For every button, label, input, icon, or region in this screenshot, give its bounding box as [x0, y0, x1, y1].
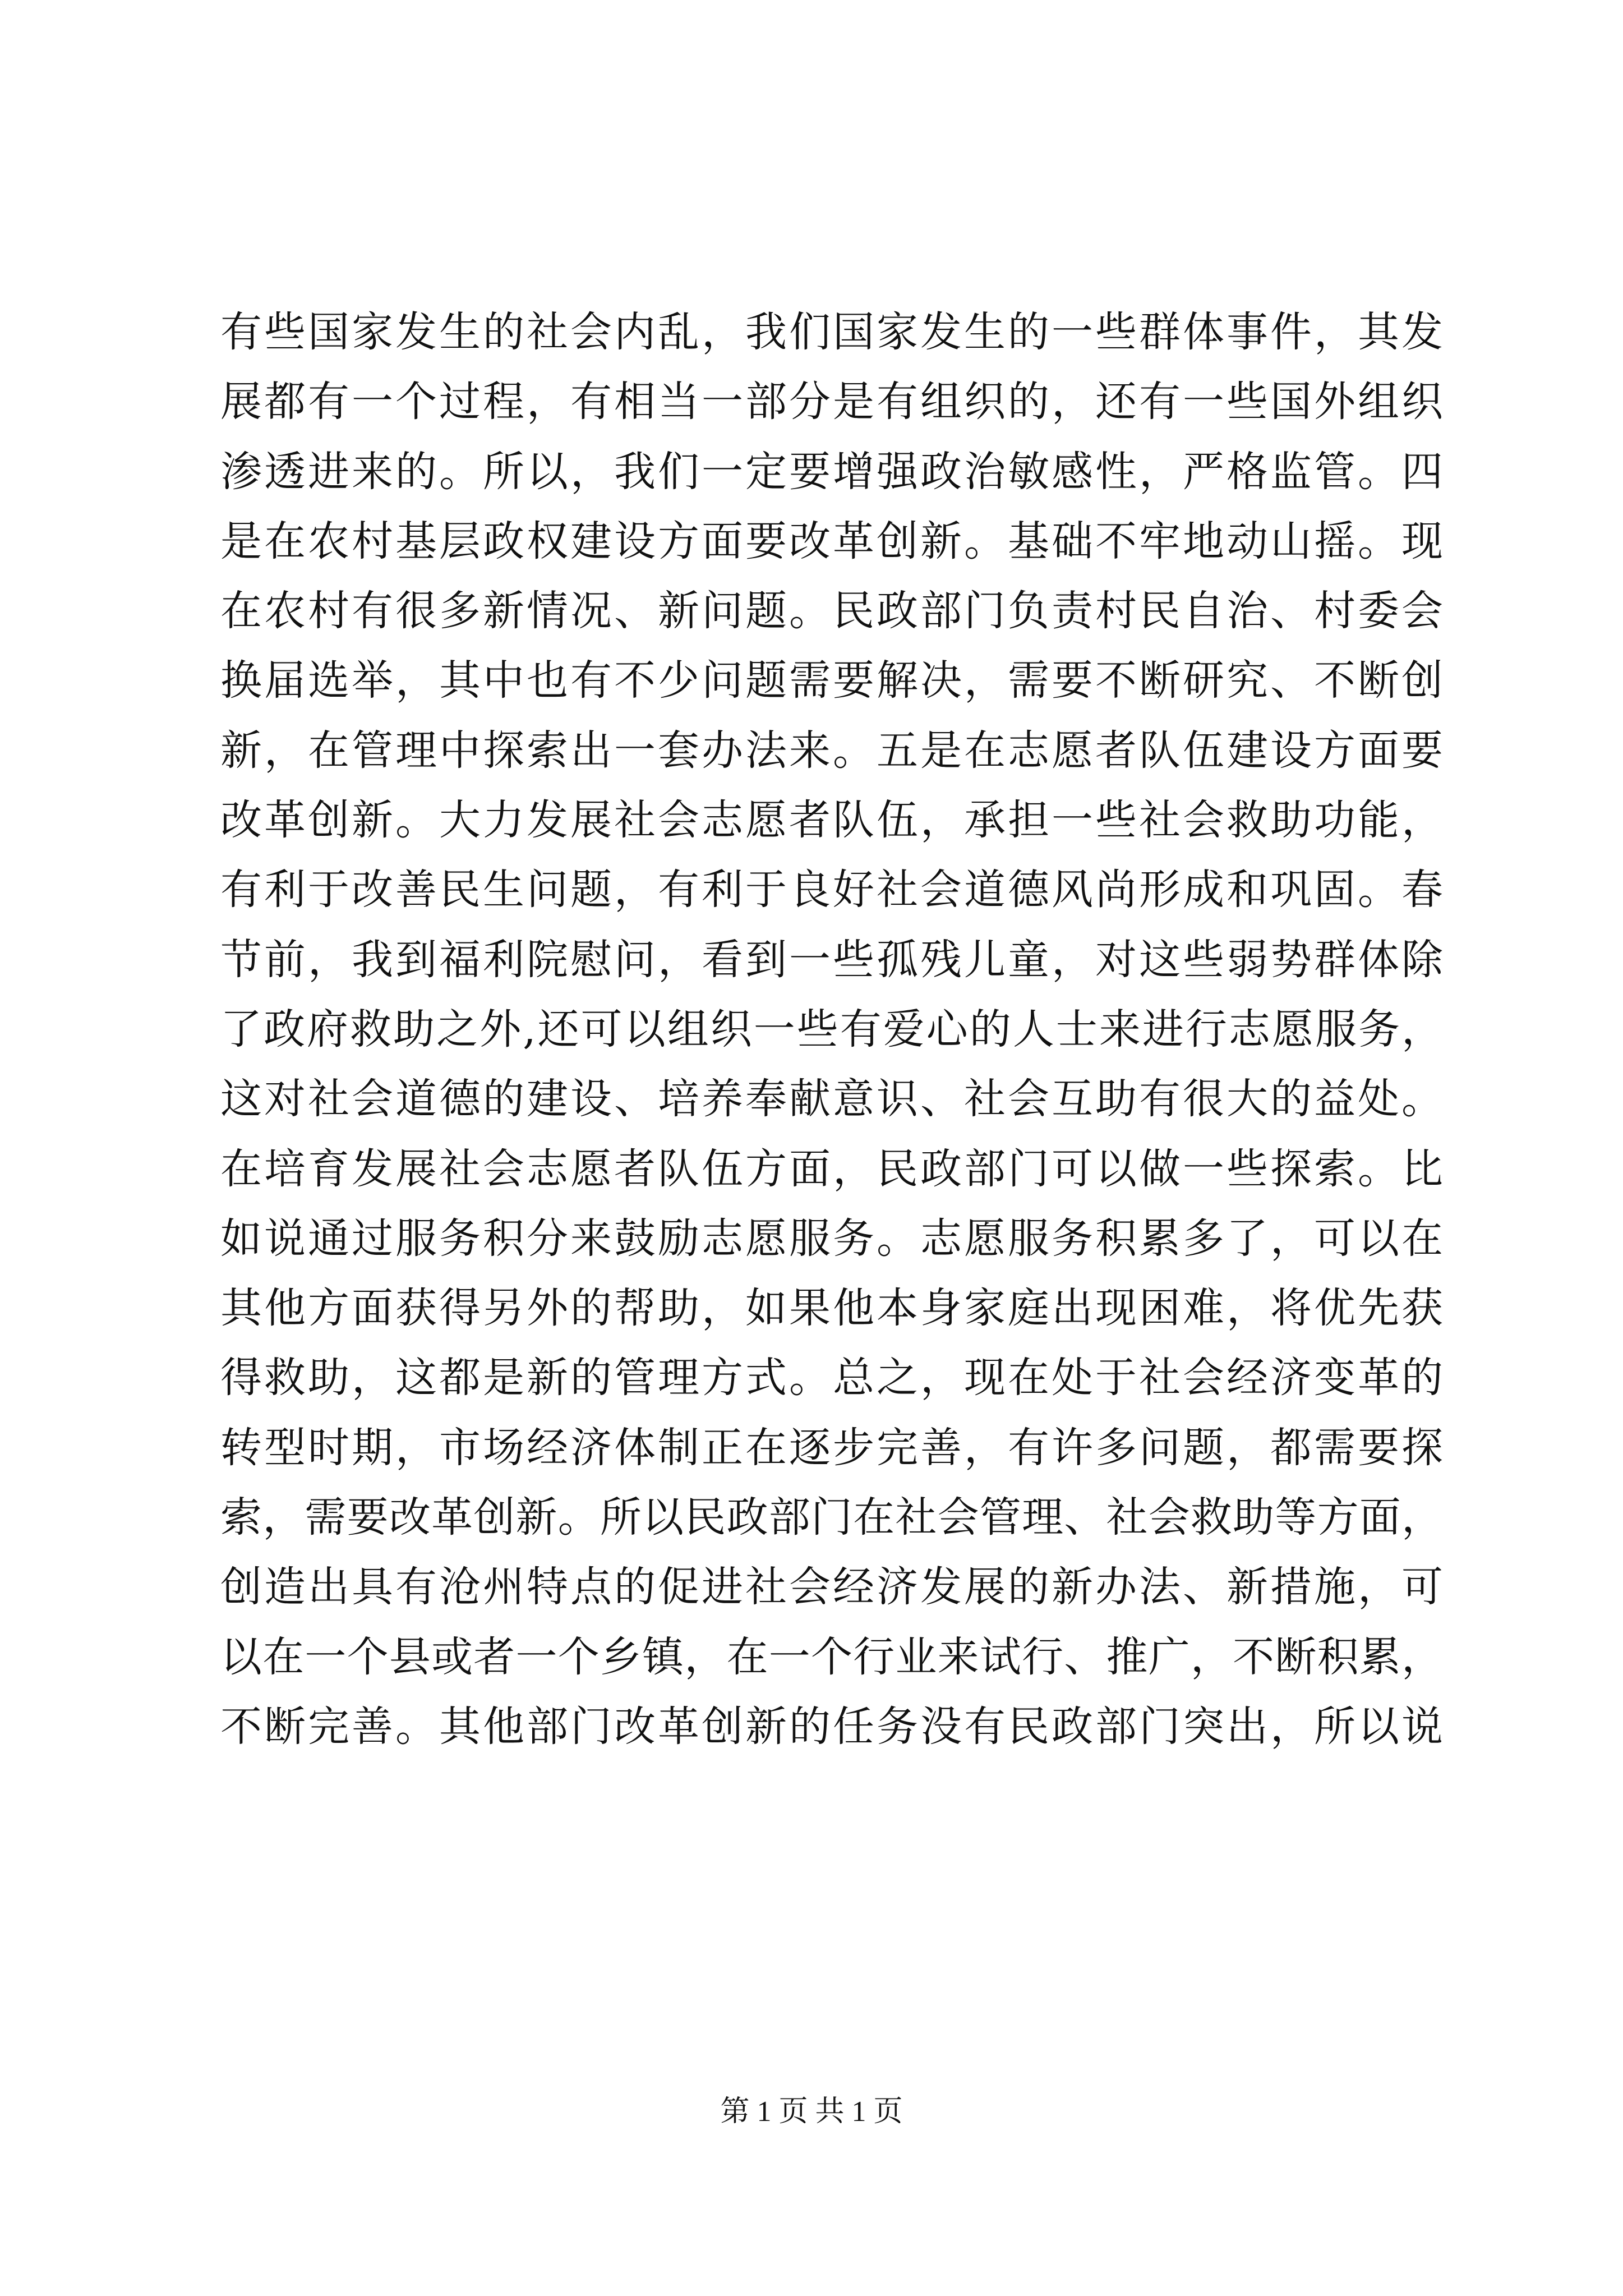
page-number-footer: 第 1 页 共 1 页 [720, 2096, 903, 2128]
text-line: 在农村有很多新情况、新问题。民政部门负责村民自治、村委会 [220, 587, 1443, 636]
text-line: 在培育发展社会志愿者队伍方面，民政部门可以做一些探索。比 [220, 1144, 1443, 1193]
text-line: 节前，我到福利院慰问，看到一些孤残儿童，对这些弱势群体除 [220, 935, 1443, 984]
text-line: 渗透进来的。所以，我们一定要增强政治敏感性，严格监管。四 [220, 447, 1443, 496]
text-line: 转型时期，市场经济体制正在逐步完善，有许多问题，都需要探 [220, 1423, 1443, 1472]
text-line: 得救助，这都是新的管理方式。总之，现在处于社会经济变革的 [220, 1354, 1443, 1402]
text-line: 有些国家发生的社会内乱，我们国家发生的一些群体事件，其发 [220, 308, 1443, 356]
text-line: 换届选举，其中也有不少问题需要解决，需要不断研究、不断创 [220, 656, 1443, 705]
text-line: 了政府救助之外,还可以组织一些有爱心的人士来进行志愿服务， [220, 1005, 1443, 1053]
text-line: 其他方面获得另外的帮助，如果他本身家庭出现困难，将优先获 [220, 1284, 1443, 1333]
text-line: 如说通过服务积分来鼓励志愿服务。志愿服务积累多了，可以在 [220, 1214, 1443, 1263]
text-line: 不断完善。其他部门改革创新的任务没有民政部门突出，所以说 [220, 1702, 1443, 1751]
text-line: 改革创新。大力发展社会志愿者队伍，承担一些社会救助功能， [220, 796, 1443, 845]
text-line: 新，在管理中探索出一套办法来。五是在志愿者队伍建设方面要 [220, 726, 1443, 775]
text-line: 索，需要改革创新。所以民政部门在社会管理、社会救助等方面， [220, 1493, 1443, 1542]
text-line: 有利于改善民生问题，有利于良好社会道德风尚形成和巩固。春 [220, 866, 1443, 914]
body-text [220, 297, 1443, 1761]
text-line: 展都有一个过程，有相当一部分是有组织的，还有一些国外组织 [220, 378, 1443, 426]
text-line: 这对社会道德的建设、培养奉献意识、社会互助有很大的益处。 [220, 1075, 1443, 1124]
text-line: 以在一个县或者一个乡镇，在一个行业来试行、推广，不断积累， [220, 1632, 1443, 1681]
text-line: 创造出具有沧州特点的促进社会经济发展的新办法、新措施，可 [220, 1563, 1443, 1612]
text-line: 是在农村基层政权建设方面要改革创新。基础不牢地动山摇。现 [220, 517, 1443, 565]
